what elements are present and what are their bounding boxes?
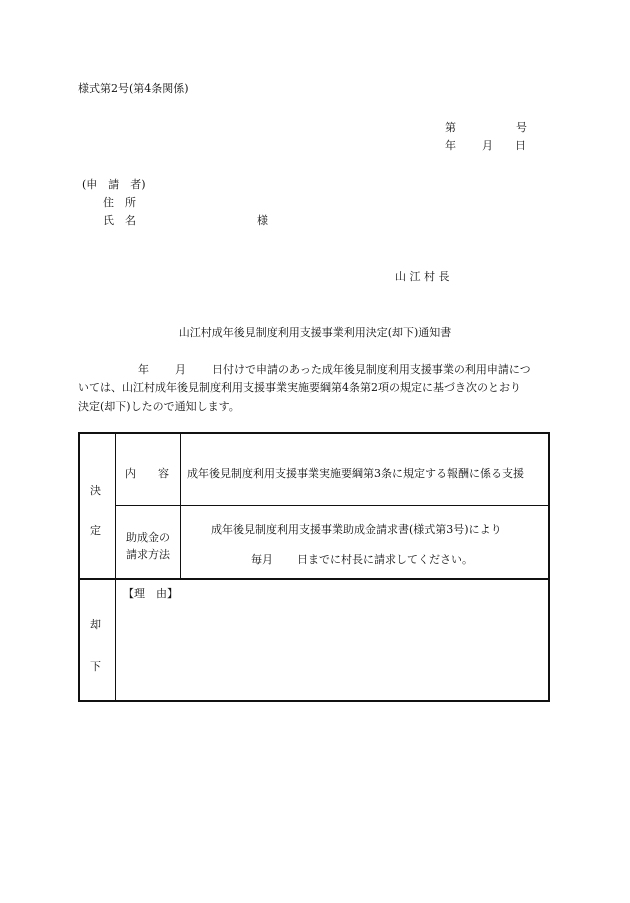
name-label: 氏 名 <box>103 214 136 227</box>
decision-label-2: 定 <box>90 524 101 537</box>
date-year: 年 <box>445 139 456 152</box>
intro-line-1-text: 日付けで申請のあった成年後見制度利用支援事業の利用申請につ <box>212 363 531 376</box>
billing-deadline-text: 日までに村長に請求してください。 <box>297 553 473 566</box>
intro-line-1 <box>138 361 531 377</box>
document-number <box>445 119 527 135</box>
table-divider-row <box>116 505 550 506</box>
billing-monthly: 毎月 <box>251 553 273 566</box>
reason-label: 【理 由】 <box>123 587 178 600</box>
billing-label-2: 請求方法 <box>126 548 170 561</box>
content-label: 内 容 <box>125 467 169 480</box>
content-value: 成年後見制度利用支援事業実施要綱第3条に規定する報酬に係る支援 <box>187 467 524 480</box>
decision-label-1: 決 <box>90 484 101 497</box>
applicant-heading: (申 請 者) <box>82 178 146 191</box>
billing-value-1: 成年後見制度利用支援事業助成金請求書(様式第3号)により <box>211 523 502 536</box>
doc-number-prefix: 第 <box>445 121 456 134</box>
rejection-label-2: 下 <box>90 660 101 673</box>
issue-date <box>445 137 526 153</box>
form-number: 様式第2号(第4条関係) <box>78 82 189 95</box>
billing-label-1: 助成金の <box>126 531 170 544</box>
billing-value-2 <box>251 551 473 567</box>
rejection-label-1: 却 <box>90 618 101 631</box>
intro-line-3: 決定(却下)したので通知します。 <box>78 400 240 413</box>
sender-mayor: 山 江 村 長 <box>395 270 450 283</box>
date-month: 月 <box>482 139 493 152</box>
intro-year: 年 <box>138 363 149 376</box>
intro-month: 月 <box>175 363 186 376</box>
decision-table <box>78 432 550 702</box>
honorific: 様 <box>257 214 268 227</box>
date-day: 日 <box>515 139 526 152</box>
table-divider-section <box>80 578 550 580</box>
doc-number-suffix: 号 <box>516 121 527 134</box>
intro-line-2: いては、山江村成年後見制度利用支援事業実施要綱第4条第2項の規定に基づき次のとおり <box>78 381 521 394</box>
table-divider-mid <box>180 434 181 578</box>
address-label: 住 所 <box>103 196 136 209</box>
table-divider-left <box>115 434 116 700</box>
document-title: 山江村成年後見制度利用支援事業利用決定(却下)通知書 <box>178 326 452 339</box>
